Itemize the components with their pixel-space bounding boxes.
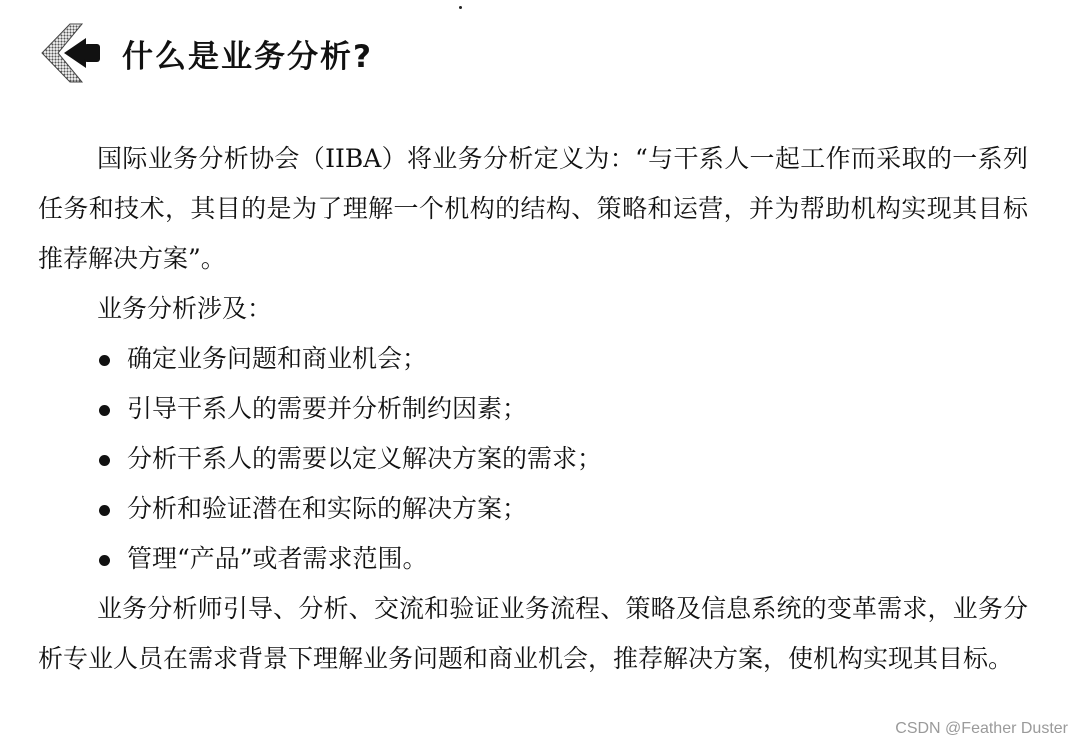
- list-item: [97, 384, 1028, 434]
- list-item-text: 分析和验证潜在和实际的解决方案；: [127, 494, 528, 523]
- list-item-text: 引导干系人的需要并分析制约因素；: [127, 394, 528, 423]
- bullet-dot: [99, 455, 110, 466]
- list-item-text: 确定业务问题和商业机会；: [127, 344, 428, 373]
- section-heading: [36, 22, 373, 84]
- list-item-text: 管理“产品”或者需求范围。: [127, 544, 428, 573]
- watermark: CSDN @Feather Duster: [895, 720, 1068, 737]
- bullet-dot: [99, 405, 110, 416]
- definition-paragraph: 国际业务分析协会（IIBA）将业务分析定义为：“与干系人一起工作而采取的一系列任务和技术，其目的是为了理解一个机构的结构、策略和运营，并为帮助机构实现其目标推荐解决方案”。: [38, 144, 1028, 273]
- list-item: [97, 434, 1028, 484]
- list-item: [97, 484, 1028, 534]
- list-item: [97, 534, 1028, 584]
- list-item: [97, 334, 1028, 384]
- bullet-dot: [99, 555, 110, 566]
- print-speck: [459, 6, 462, 9]
- bullet-dot: [99, 355, 110, 366]
- list-item-text: 分析干系人的需要以定义解决方案的需求；: [127, 444, 603, 473]
- involves-label: 业务分析涉及：: [97, 294, 273, 323]
- bullet-dot: [99, 505, 110, 516]
- heading-title: 什么是业务分析?: [122, 38, 373, 75]
- analyst-paragraph: 业务分析师引导、分析、交流和验证业务流程、策略及信息系统的变革需求，业务分析专业人员在需求背景下理解业务问题和商业机会，推荐解决方案，使机构实现其目标。: [38, 594, 1028, 673]
- chevron-arrow-icon: [36, 22, 102, 84]
- article-body: [38, 134, 1028, 684]
- bullet-list: [38, 334, 1028, 584]
